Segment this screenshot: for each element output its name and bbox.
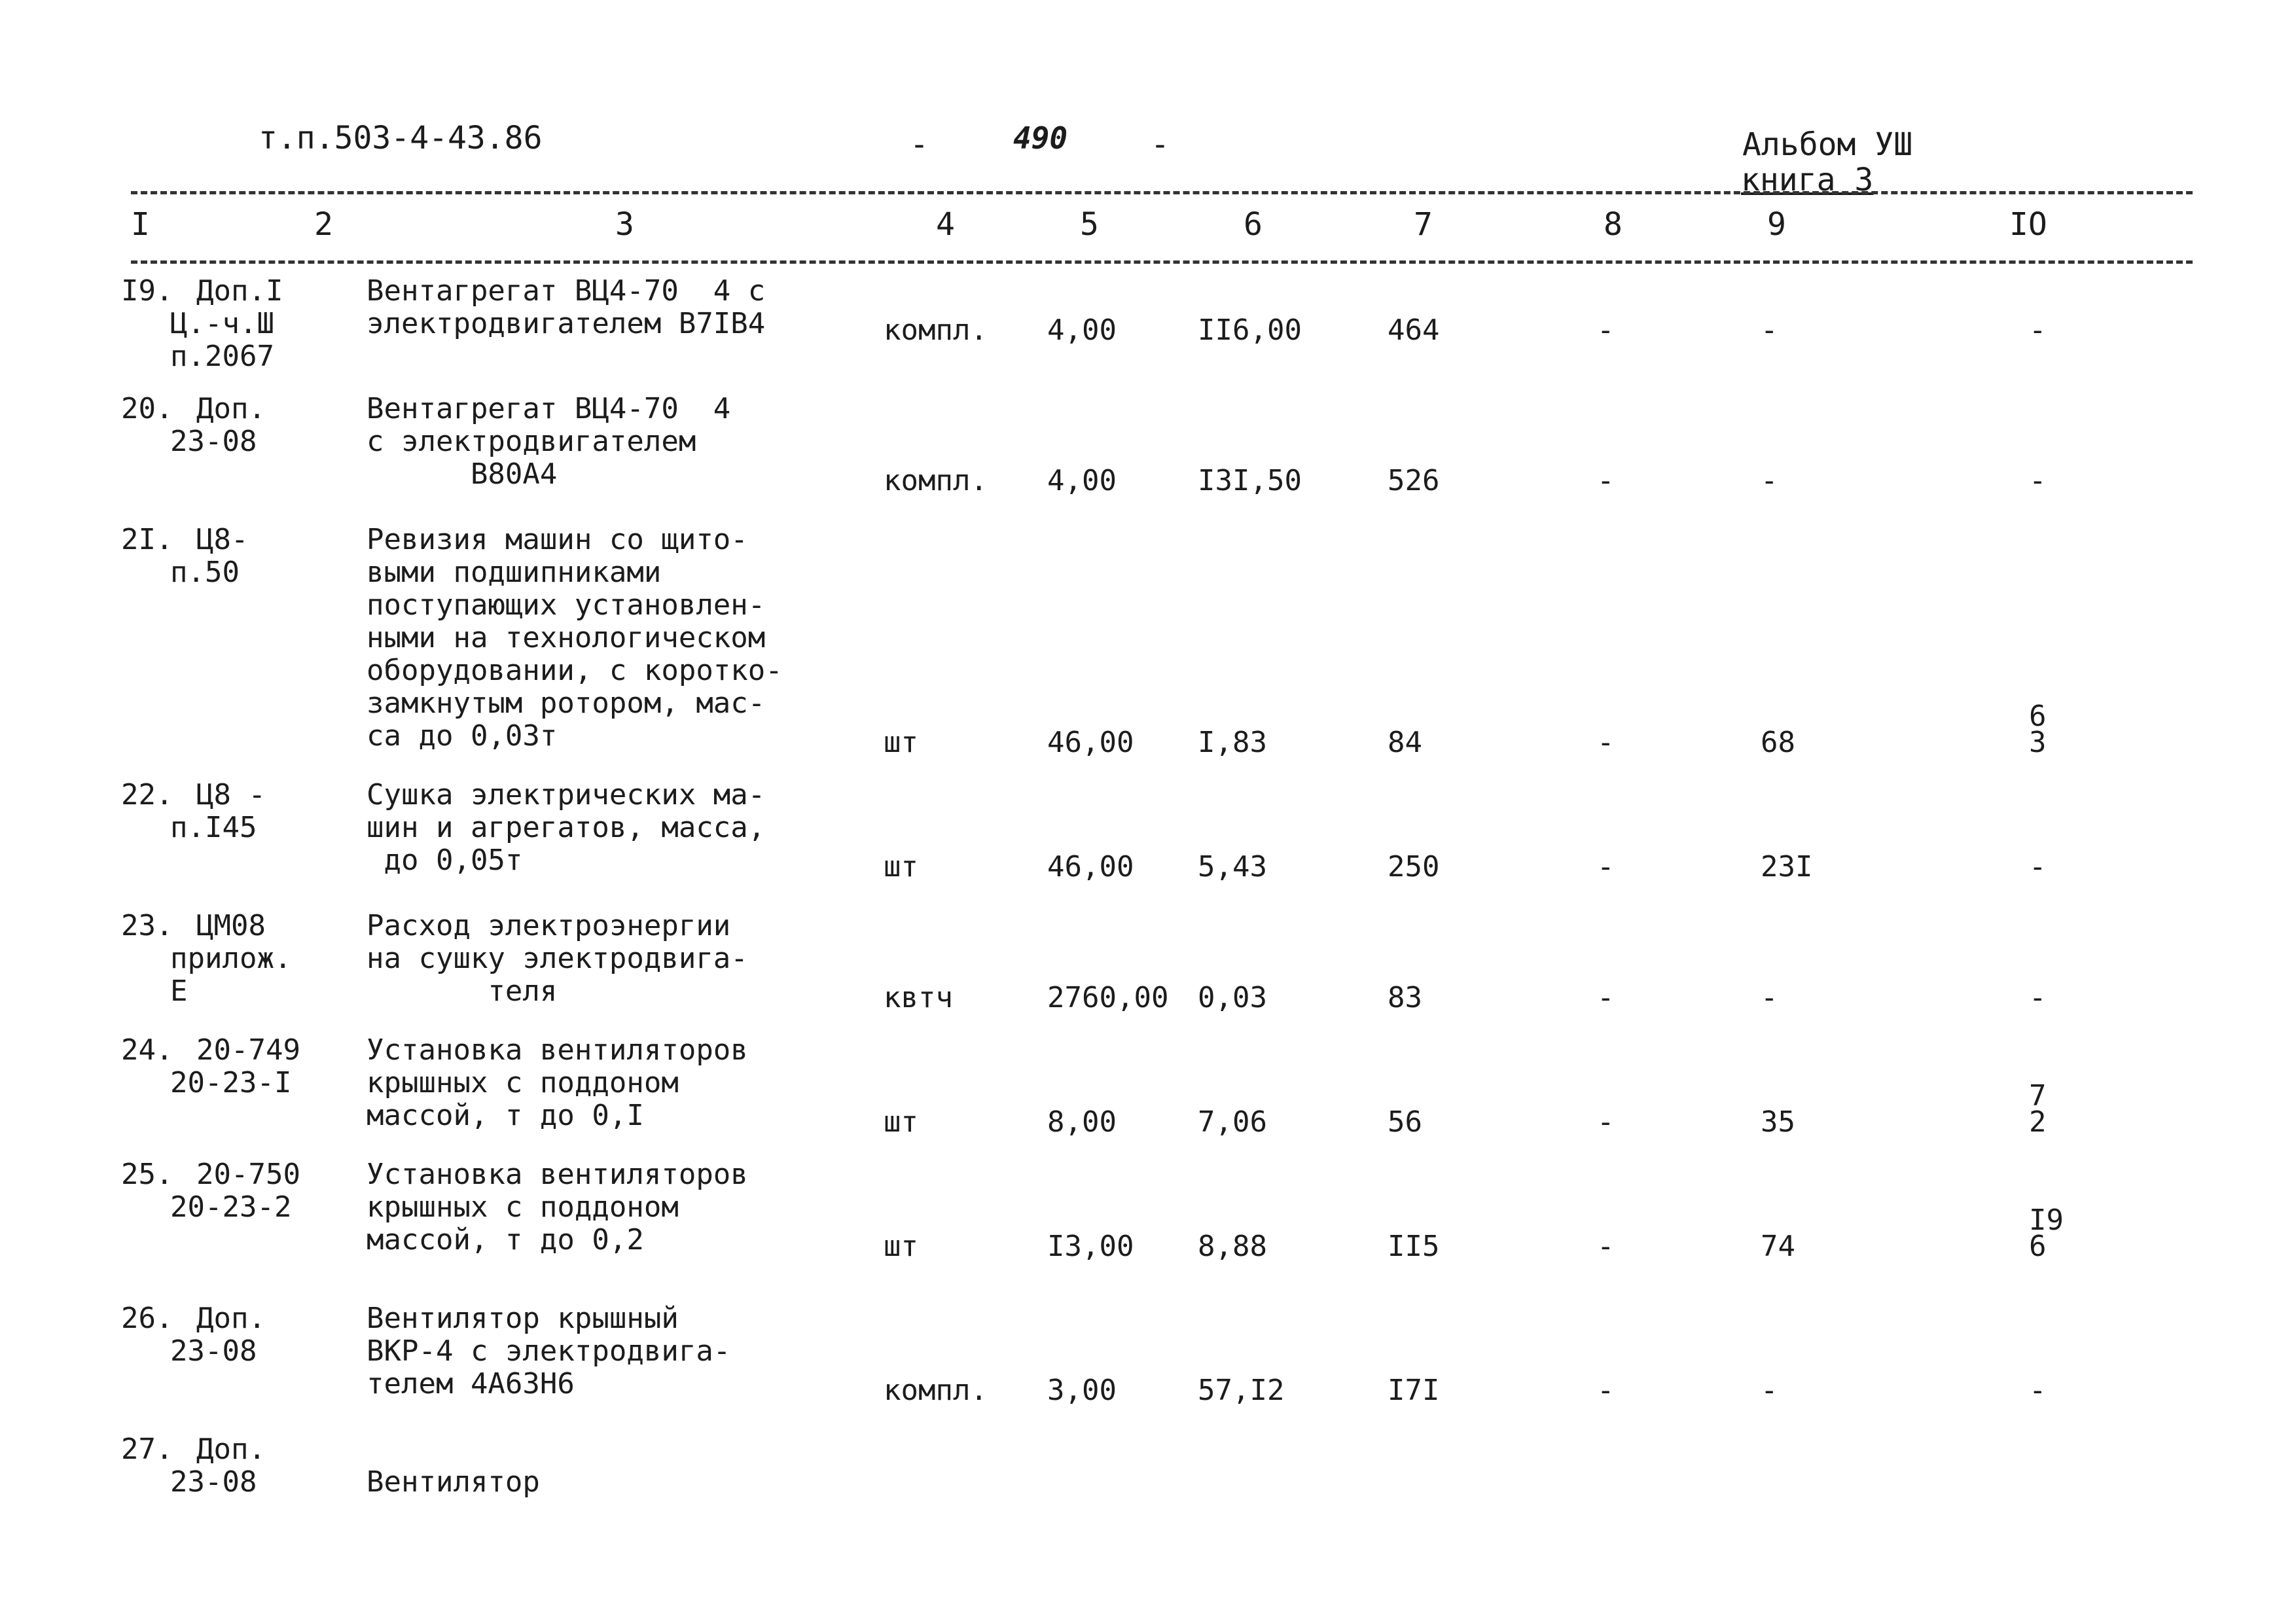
row-col6-value: 7,06 bbox=[1198, 1105, 1267, 1139]
row-description-line: Установка вентиляторов bbox=[367, 1033, 748, 1067]
row-description-line: крышных с поддоном bbox=[367, 1190, 679, 1224]
row-col6-value: I3I,50 bbox=[1198, 464, 1302, 497]
row-code-line: Ц8- bbox=[196, 523, 249, 556]
row-col7-value: II5 bbox=[1388, 1230, 1440, 1263]
row-description-line: Вентагрегат ВЦ4-70 4 bbox=[367, 392, 731, 425]
row-col10-value: - bbox=[2029, 850, 2047, 883]
row-number: 25. bbox=[121, 1158, 173, 1191]
row-description-line: телем 4А63Н6 bbox=[367, 1367, 575, 1400]
row-col10-value: - bbox=[2029, 981, 2047, 1014]
row-col7-value: I7I bbox=[1388, 1374, 1440, 1407]
row-description-line: поступающих установлен- bbox=[367, 588, 766, 622]
row-description-line: массой, т до 0,2 bbox=[367, 1223, 644, 1257]
row-description-line: электродвигателем В7IВ4 bbox=[367, 307, 766, 340]
row-unit: шт bbox=[884, 850, 918, 883]
column-number: 4 bbox=[936, 206, 955, 243]
row-col7-value: 83 bbox=[1388, 981, 1422, 1014]
row-description-line: Вентилятор крышный bbox=[367, 1302, 679, 1335]
header-dash-left: - bbox=[910, 126, 929, 163]
row-col9-value: 23I bbox=[1761, 850, 1813, 883]
row-col7-value: 56 bbox=[1388, 1105, 1422, 1139]
row-col10-value: I9 bbox=[2029, 1204, 2064, 1237]
row-unit: компл. bbox=[884, 1374, 988, 1407]
row-code-line: 20-23-2 bbox=[170, 1190, 292, 1224]
row-code-line: Доп.I bbox=[196, 274, 283, 308]
row-col5-value: 4,00 bbox=[1047, 464, 1117, 497]
column-number: 9 bbox=[1767, 206, 1786, 243]
row-col9-value: 35 bbox=[1761, 1105, 1795, 1139]
row-code-line: Ц.-ч.Ш bbox=[170, 307, 274, 340]
row-number: 23. bbox=[121, 909, 173, 942]
row-col10-value: 6 bbox=[2029, 1230, 2047, 1263]
row-description-line: ными на технологическом bbox=[367, 621, 766, 654]
header-rule-bottom bbox=[131, 260, 2193, 264]
row-description-line: Сушка электрических ма- bbox=[367, 778, 766, 812]
row-code-line: Доп. bbox=[196, 1433, 266, 1466]
row-col8-value: - bbox=[1597, 850, 1615, 883]
row-code-line: Доп. bbox=[196, 392, 266, 425]
row-description-line: Установка вентиляторов bbox=[367, 1158, 748, 1191]
row-unit: шт bbox=[884, 726, 918, 759]
row-description-line: В80А4 bbox=[367, 457, 558, 491]
row-col10-value: - bbox=[2029, 464, 2047, 497]
row-code-line: ЦМ08 bbox=[196, 909, 266, 942]
row-col8-value: - bbox=[1597, 1374, 1615, 1407]
row-col8-value: - bbox=[1597, 464, 1615, 497]
album-label: Альбом УШ bbox=[1742, 126, 1913, 163]
book-label: книга 3 bbox=[1741, 162, 1874, 198]
row-col10-value: - bbox=[2029, 1374, 2047, 1407]
row-code-line: Е bbox=[170, 974, 188, 1008]
row-code-line: Ц8 - bbox=[196, 778, 266, 812]
row-unit: компл. bbox=[884, 313, 988, 347]
row-col9-value: 68 bbox=[1761, 726, 1795, 759]
row-description-line: ВКР-4 с электродвига- bbox=[367, 1334, 731, 1368]
row-col10-value: 6 bbox=[2029, 700, 2047, 733]
document-code: т.п.503-4-43.86 bbox=[259, 120, 543, 156]
row-number: 26. bbox=[121, 1302, 173, 1335]
row-col8-value: - bbox=[1597, 313, 1615, 347]
row-col9-value: - bbox=[1761, 981, 1778, 1014]
row-unit: шт bbox=[884, 1230, 918, 1263]
row-col6-value: II6,00 bbox=[1198, 313, 1302, 347]
column-number: 3 bbox=[615, 206, 634, 243]
row-col6-value: 5,43 bbox=[1198, 850, 1267, 883]
row-description-line: массой, т до 0,I bbox=[367, 1099, 644, 1132]
row-code-line: прилож. bbox=[170, 942, 292, 975]
row-unit: квтч bbox=[884, 981, 953, 1014]
row-col5-value: 46,00 bbox=[1047, 726, 1134, 759]
row-col10-value: 7 bbox=[2029, 1079, 2047, 1113]
row-description-line: до 0,05т bbox=[367, 844, 523, 877]
row-col5-value: 3,00 bbox=[1047, 1374, 1117, 1407]
row-description-line: шин и агрегатов, масса, bbox=[367, 811, 766, 844]
row-unit: компл. bbox=[884, 464, 988, 497]
row-col9-value: - bbox=[1761, 313, 1778, 347]
row-col7-value: 526 bbox=[1388, 464, 1440, 497]
row-code-line: п.50 bbox=[170, 556, 240, 589]
row-col6-value: 57,I2 bbox=[1198, 1374, 1285, 1407]
row-description-line: замкнутым ротором, мас- bbox=[367, 687, 766, 720]
row-unit: шт bbox=[884, 1105, 918, 1139]
row-description-line: Расход электроэнергии bbox=[367, 909, 731, 942]
row-code-line: 23-08 bbox=[170, 425, 257, 458]
row-code-line: п.I45 bbox=[170, 811, 257, 844]
row-number: 20. bbox=[121, 392, 173, 425]
row-number: 27. bbox=[121, 1433, 173, 1466]
row-col5-value: 8,00 bbox=[1047, 1105, 1117, 1139]
row-col9-value: - bbox=[1761, 464, 1778, 497]
row-description-line: с электродвигателем bbox=[367, 425, 696, 458]
row-description-line: са до 0,03т bbox=[367, 719, 558, 753]
row-col5-value: I3,00 bbox=[1047, 1230, 1134, 1263]
row-col8-value: - bbox=[1597, 981, 1615, 1014]
column-number: 7 bbox=[1414, 206, 1433, 243]
row-code-line: 23-08 bbox=[170, 1465, 257, 1499]
column-number: IO bbox=[2009, 206, 2047, 243]
row-col6-value: 8,88 bbox=[1198, 1230, 1267, 1263]
row-code-line: п.2067 bbox=[170, 340, 274, 373]
row-description-line: выми подшипниками bbox=[367, 556, 662, 589]
row-description-line: теля bbox=[367, 974, 558, 1008]
row-description-line: Вентагрегат ВЦ4-70 4 с bbox=[367, 274, 766, 308]
row-col10-value: 3 bbox=[2029, 726, 2047, 759]
row-col7-value: 464 bbox=[1388, 313, 1440, 347]
row-code-line: 20-23-I bbox=[170, 1066, 292, 1099]
row-col5-value: 46,00 bbox=[1047, 850, 1134, 883]
row-description-line: на сушку электродвига- bbox=[367, 942, 748, 975]
row-col6-value: 0,03 bbox=[1198, 981, 1267, 1014]
row-description-line: крышных с поддоном bbox=[367, 1066, 679, 1099]
row-col9-value: - bbox=[1761, 1374, 1778, 1407]
row-col7-value: 84 bbox=[1388, 726, 1422, 759]
row-col8-value: - bbox=[1597, 1105, 1615, 1139]
header-rule-top bbox=[131, 191, 2193, 194]
column-number: 8 bbox=[1604, 206, 1623, 243]
row-number: 24. bbox=[121, 1033, 173, 1067]
row-col10-value: 2 bbox=[2029, 1105, 2047, 1139]
row-number: I9. bbox=[121, 274, 173, 308]
row-description-line: Вентилятор bbox=[367, 1465, 540, 1499]
row-col9-value: 74 bbox=[1761, 1230, 1795, 1263]
header-dash-right: - bbox=[1151, 126, 1170, 163]
page-number: 490 bbox=[1013, 120, 1068, 156]
row-col6-value: I,83 bbox=[1198, 726, 1267, 759]
row-col8-value: - bbox=[1597, 1230, 1615, 1263]
row-number: 22. bbox=[121, 778, 173, 812]
row-number: 2I. bbox=[121, 523, 173, 556]
row-col7-value: 250 bbox=[1388, 850, 1440, 883]
row-code-line: 20-750 bbox=[196, 1158, 300, 1191]
column-number: 5 bbox=[1080, 206, 1099, 243]
row-code-line: 23-08 bbox=[170, 1334, 257, 1368]
row-code-line: Доп. bbox=[196, 1302, 266, 1335]
column-number: I bbox=[131, 206, 150, 243]
row-col8-value: - bbox=[1597, 726, 1615, 759]
row-col5-value: 4,00 bbox=[1047, 313, 1117, 347]
row-col10-value: - bbox=[2029, 313, 2047, 347]
row-description-line: Ревизия машин со щито- bbox=[367, 523, 748, 556]
column-number: 2 bbox=[314, 206, 333, 243]
row-col5-value: 2760,00 bbox=[1047, 981, 1169, 1014]
row-code-line: 20-749 bbox=[196, 1033, 300, 1067]
column-number: 6 bbox=[1244, 206, 1263, 243]
row-description-line: оборудовании, с коротко- bbox=[367, 654, 783, 687]
